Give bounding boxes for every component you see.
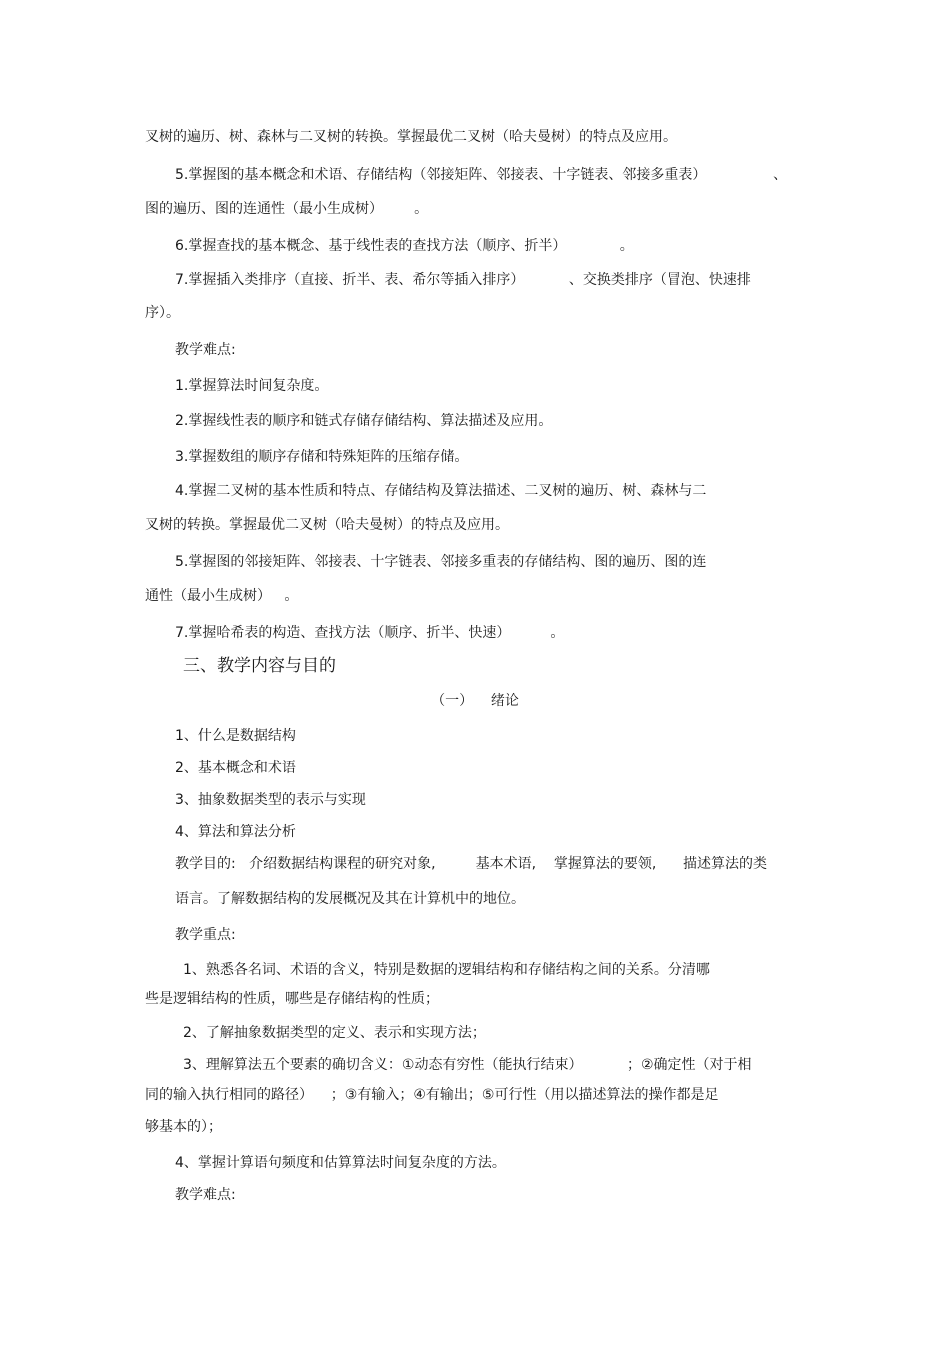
text-line: 图的遍历、图的连通性（最小生成树） 。 <box>145 201 429 217</box>
text-line: 语言。了解数据结构的发展概况及其在计算机中的地位。 <box>175 891 525 907</box>
list-item: 3.掌握数组的顺序存储和特殊矩阵的压缩存储。 <box>175 449 469 465</box>
chapter-heading: （一） 绪论 <box>431 693 519 709</box>
section-label: 教学难点: <box>175 1187 236 1203</box>
list-item: 1.掌握算法时间复杂度。 <box>175 378 329 394</box>
text-line: 叉树的转换。掌握最优二叉树（哈夫曼树）的特点及应用。 <box>145 517 509 533</box>
text-line: 些是逻辑结构的性质，哪些是存储结构的性质； <box>145 991 439 1007</box>
text-line: 通性（最小生成树） 。 <box>145 588 299 604</box>
text-line: 叉树的遍历、树、森林与二叉树的转换。掌握最优二叉树（哈夫曼树）的特点及应用。 <box>145 129 677 145</box>
text-line: 够基本的）； <box>145 1119 222 1135</box>
section-label: 教学重点: <box>175 927 236 943</box>
list-item: 4、掌握计算语句频度和估算算法时间复杂度的方法。 <box>175 1155 506 1171</box>
section-heading: 三、教学内容与目的 <box>183 656 336 676</box>
list-item: 3、理解算法五个要素的确切含义：①动态有穷性（能执行结束） ；②确定性（对于相 <box>183 1057 752 1073</box>
list-item: 2、了解抽象数据类型的定义、表示和实现方法； <box>183 1025 486 1041</box>
list-item: 4.掌握二叉树的基本性质和特点、存储结构及算法描述、二叉树的遍历、树、森林与二 <box>175 483 707 499</box>
text-line: 教学目的: 介绍数据结构课程的研究对象, 基本术语, 掌握算法的要领, 描述算法的类 <box>175 856 767 872</box>
list-item: 7.掌握哈希表的构造、查找方法（顺序、折半、快速） 。 <box>175 625 565 641</box>
text-line: 同的输入执行相同的路径） ；③有输入；④有输出；⑤可行性（用以描述算法的操作都是足 <box>145 1087 719 1103</box>
list-item: 3、抽象数据类型的表示与实现 <box>175 792 366 808</box>
section-label: 教学难点: <box>175 342 236 358</box>
text-line: 序）。 <box>145 305 180 321</box>
list-item: 1、什么是数据结构 <box>175 728 296 744</box>
list-item: 1、熟悉各名词、术语的含义，特别是数据的逻辑结构和存储结构之间的关系。分清哪 <box>183 962 710 978</box>
text-line: 6.掌握查找的基本概念、基于线性表的查找方法（顺序、折半） 。 <box>175 238 634 254</box>
text-line: 5.掌握图的基本概念和术语、存储结构（邻接矩阵、邻接表、十字链表、邻接多重表） 、 <box>175 167 788 183</box>
list-item: 4、算法和算法分析 <box>175 824 296 840</box>
list-item: 5.掌握图的邻接矩阵、邻接表、十字链表、邻接多重表的存储结构、图的遍历、图的连 <box>175 554 707 570</box>
list-item: 2、基本概念和术语 <box>175 760 296 776</box>
list-item: 2.掌握线性表的顺序和链式存储存储结构、算法描述及应用。 <box>175 413 553 429</box>
text-line: 7.掌握插入类排序（直接、折半、表、希尔等插入排序） 、交换类排序（冒泡、快速排 <box>175 272 751 288</box>
